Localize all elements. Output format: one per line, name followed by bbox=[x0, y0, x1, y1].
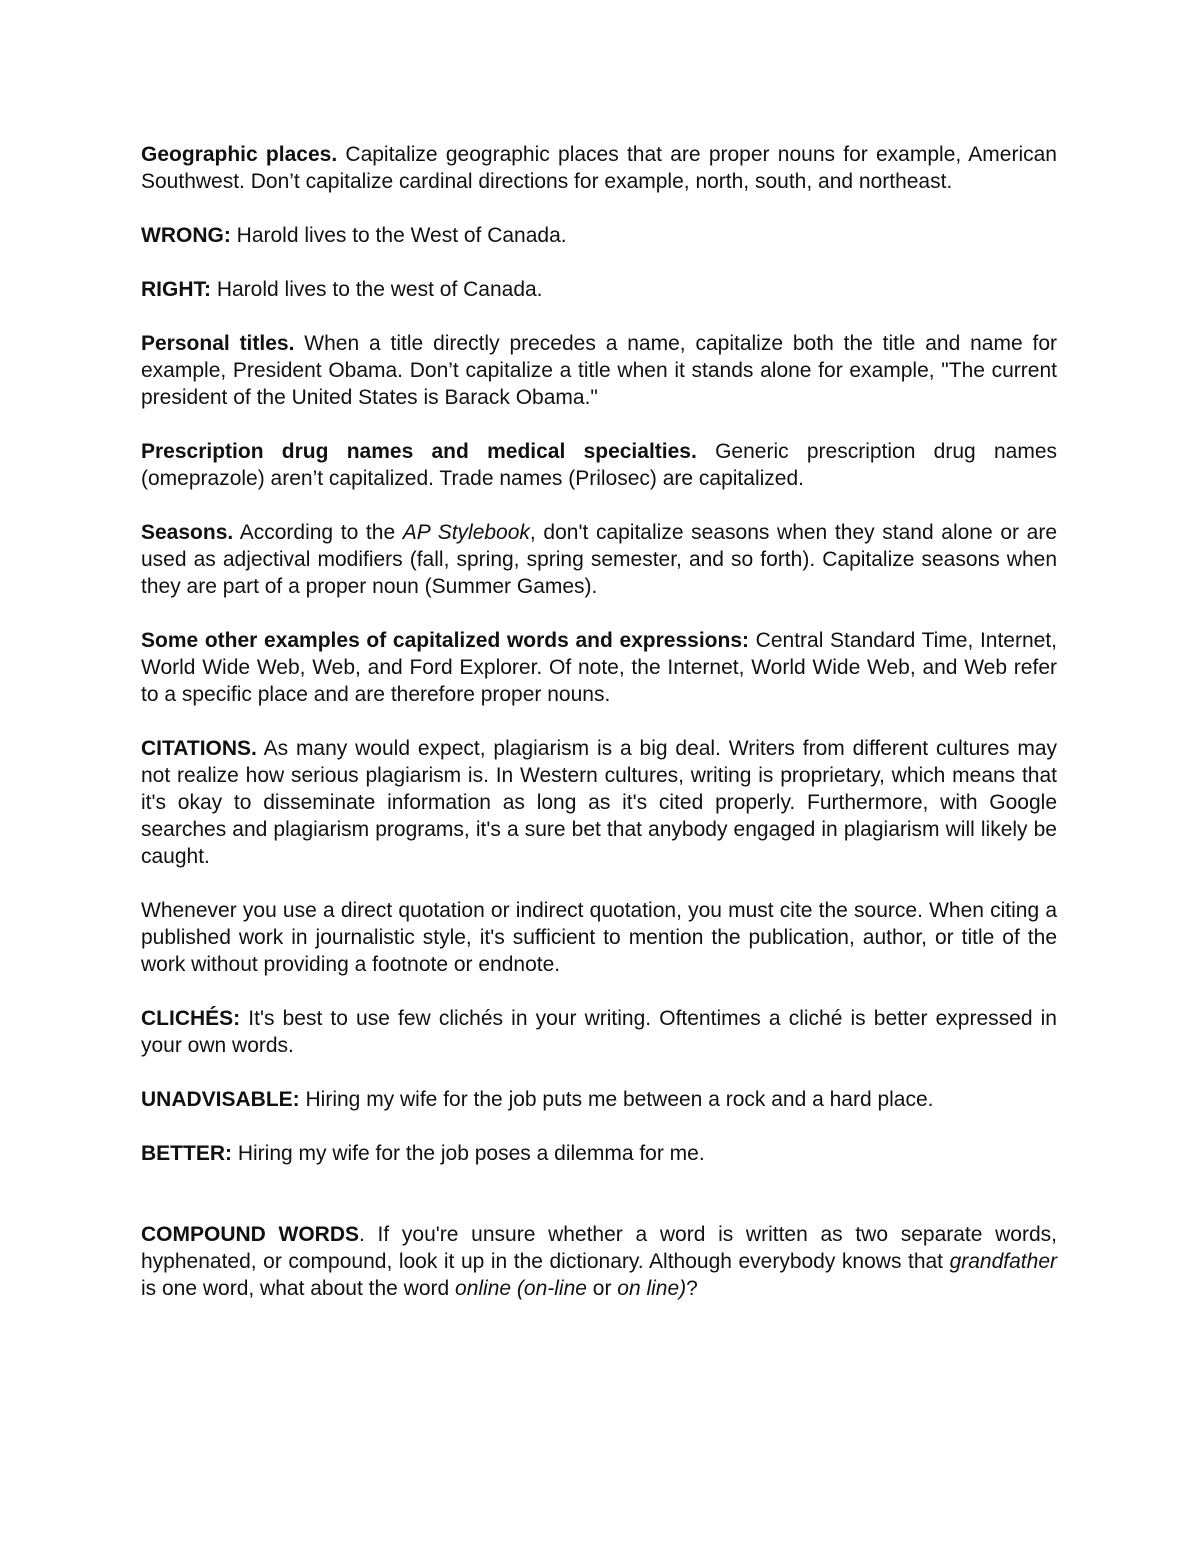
label-unadvisable: UNADVISABLE: bbox=[141, 1088, 300, 1111]
body-text: Hiring my wife for the job puts me between a rock and a hard place. bbox=[299, 1088, 934, 1111]
body-text: Whenever you use a direct quotation or indirect quotation, you must cite the source. When citing a published work in journalistic style, it's sufficient to mention the publication, author, or title of the work without providing a footnote or endnote. bbox=[141, 899, 1057, 976]
paragraph-quotation-source bbox=[141, 897, 1057, 978]
label-wrong: WRONG: bbox=[141, 224, 231, 247]
paragraph-unadvisable-example bbox=[141, 1086, 1057, 1113]
italic-text: on line) bbox=[617, 1277, 687, 1300]
italic-text: AP Stylebook bbox=[402, 521, 530, 544]
italic-text: online (on-line bbox=[455, 1277, 587, 1300]
paragraph-compound-words bbox=[141, 1221, 1057, 1302]
body-text: Generic prescription drug names (omeprazole) aren’t capitalized. Trade names (Prilosec) are capitalized. bbox=[141, 440, 1057, 490]
paragraph-citations bbox=[141, 735, 1057, 870]
body-text: , don't capitalize seasons when they stand alone or are used as adjectival modifiers (fall, spring, spring semester, and so forth). Capitalize seasons when they are part of a proper noun (Summer Games). bbox=[141, 521, 1057, 598]
body-text: When a title directly precedes a name, capitalize both the title and name for example, President Obama. Don’t capitalize a title when it stands alone for example, "The current president of the United States is Barack Obama." bbox=[141, 332, 1058, 409]
paragraph-wrong-example bbox=[141, 222, 1057, 249]
heading-compound-words: COMPOUND WORDS bbox=[141, 1223, 360, 1246]
body-text: Central Standard Time, Internet, World Wide Web, Web, and Ford Explorer. Of note, the Internet, World Wide Web, and Web refer to a specific place and are therefore proper nouns. bbox=[141, 629, 1057, 706]
heading-other-examples: Some other examples of capitalized words and expressions: bbox=[141, 629, 750, 652]
heading-personal-titles: Personal titles. bbox=[141, 332, 295, 355]
body-text: Hiring my wife for the job poses a dilemma for me. bbox=[232, 1142, 705, 1165]
body-text: or bbox=[586, 1277, 618, 1300]
heading-geographic-places: Geographic places. bbox=[141, 143, 338, 166]
paragraph-cliches bbox=[141, 1005, 1057, 1059]
document-page bbox=[141, 141, 1057, 1329]
label-better: BETTER: bbox=[141, 1142, 232, 1165]
paragraph-right-example bbox=[141, 276, 1057, 303]
body-text: As many would expect, plagiarism is a big deal. Writers from different cultures may not realize how serious plagiarism is. In Western cultures, writing is proprietary, which means that it's okay to disseminate information as long as it's cited properly. Furthermore, with Google searches and plagiarism programs, it's a sure bet that anybody engaged in plagiarism will likely be caught. bbox=[141, 737, 1057, 868]
paragraph-seasons bbox=[141, 519, 1057, 600]
label-right: RIGHT: bbox=[141, 278, 211, 301]
body-text: Capitalize geographic places that are proper nouns for example, American Southwest. Don’t capitalize cardinal directions for example, north, south, and northeast. bbox=[141, 143, 1057, 193]
body-text: . If you're unsure whether a word is written as two separate words, hyphenated, or compound, look it up in the dictionary. Although everybody knows that bbox=[141, 1223, 1057, 1273]
body-text: ? bbox=[686, 1277, 698, 1300]
body-text: Harold lives to the West of Canada. bbox=[230, 224, 567, 247]
body-text: It's best to use few clichés in your writing. Oftentimes a cliché is better expressed in your own words. bbox=[141, 1007, 1057, 1057]
italic-text: grandfather bbox=[949, 1250, 1057, 1273]
heading-citations: CITATIONS. bbox=[141, 737, 257, 760]
body-text: Harold lives to the west of Canada. bbox=[211, 278, 543, 301]
body-text: According to the bbox=[233, 521, 403, 544]
heading-seasons: Seasons. bbox=[141, 521, 234, 544]
heading-cliches: CLICHÉS: bbox=[141, 1007, 241, 1030]
paragraph-personal-titles bbox=[141, 330, 1057, 411]
paragraph-prescription-drugs bbox=[141, 438, 1057, 492]
paragraph-other-examples bbox=[141, 627, 1057, 708]
paragraph-geographic-places bbox=[141, 141, 1057, 195]
paragraph-better-example bbox=[141, 1140, 1057, 1167]
body-text: is one word, what about the word bbox=[141, 1277, 456, 1300]
heading-prescription-drugs: Prescription drug names and medical specialties. bbox=[141, 440, 697, 463]
